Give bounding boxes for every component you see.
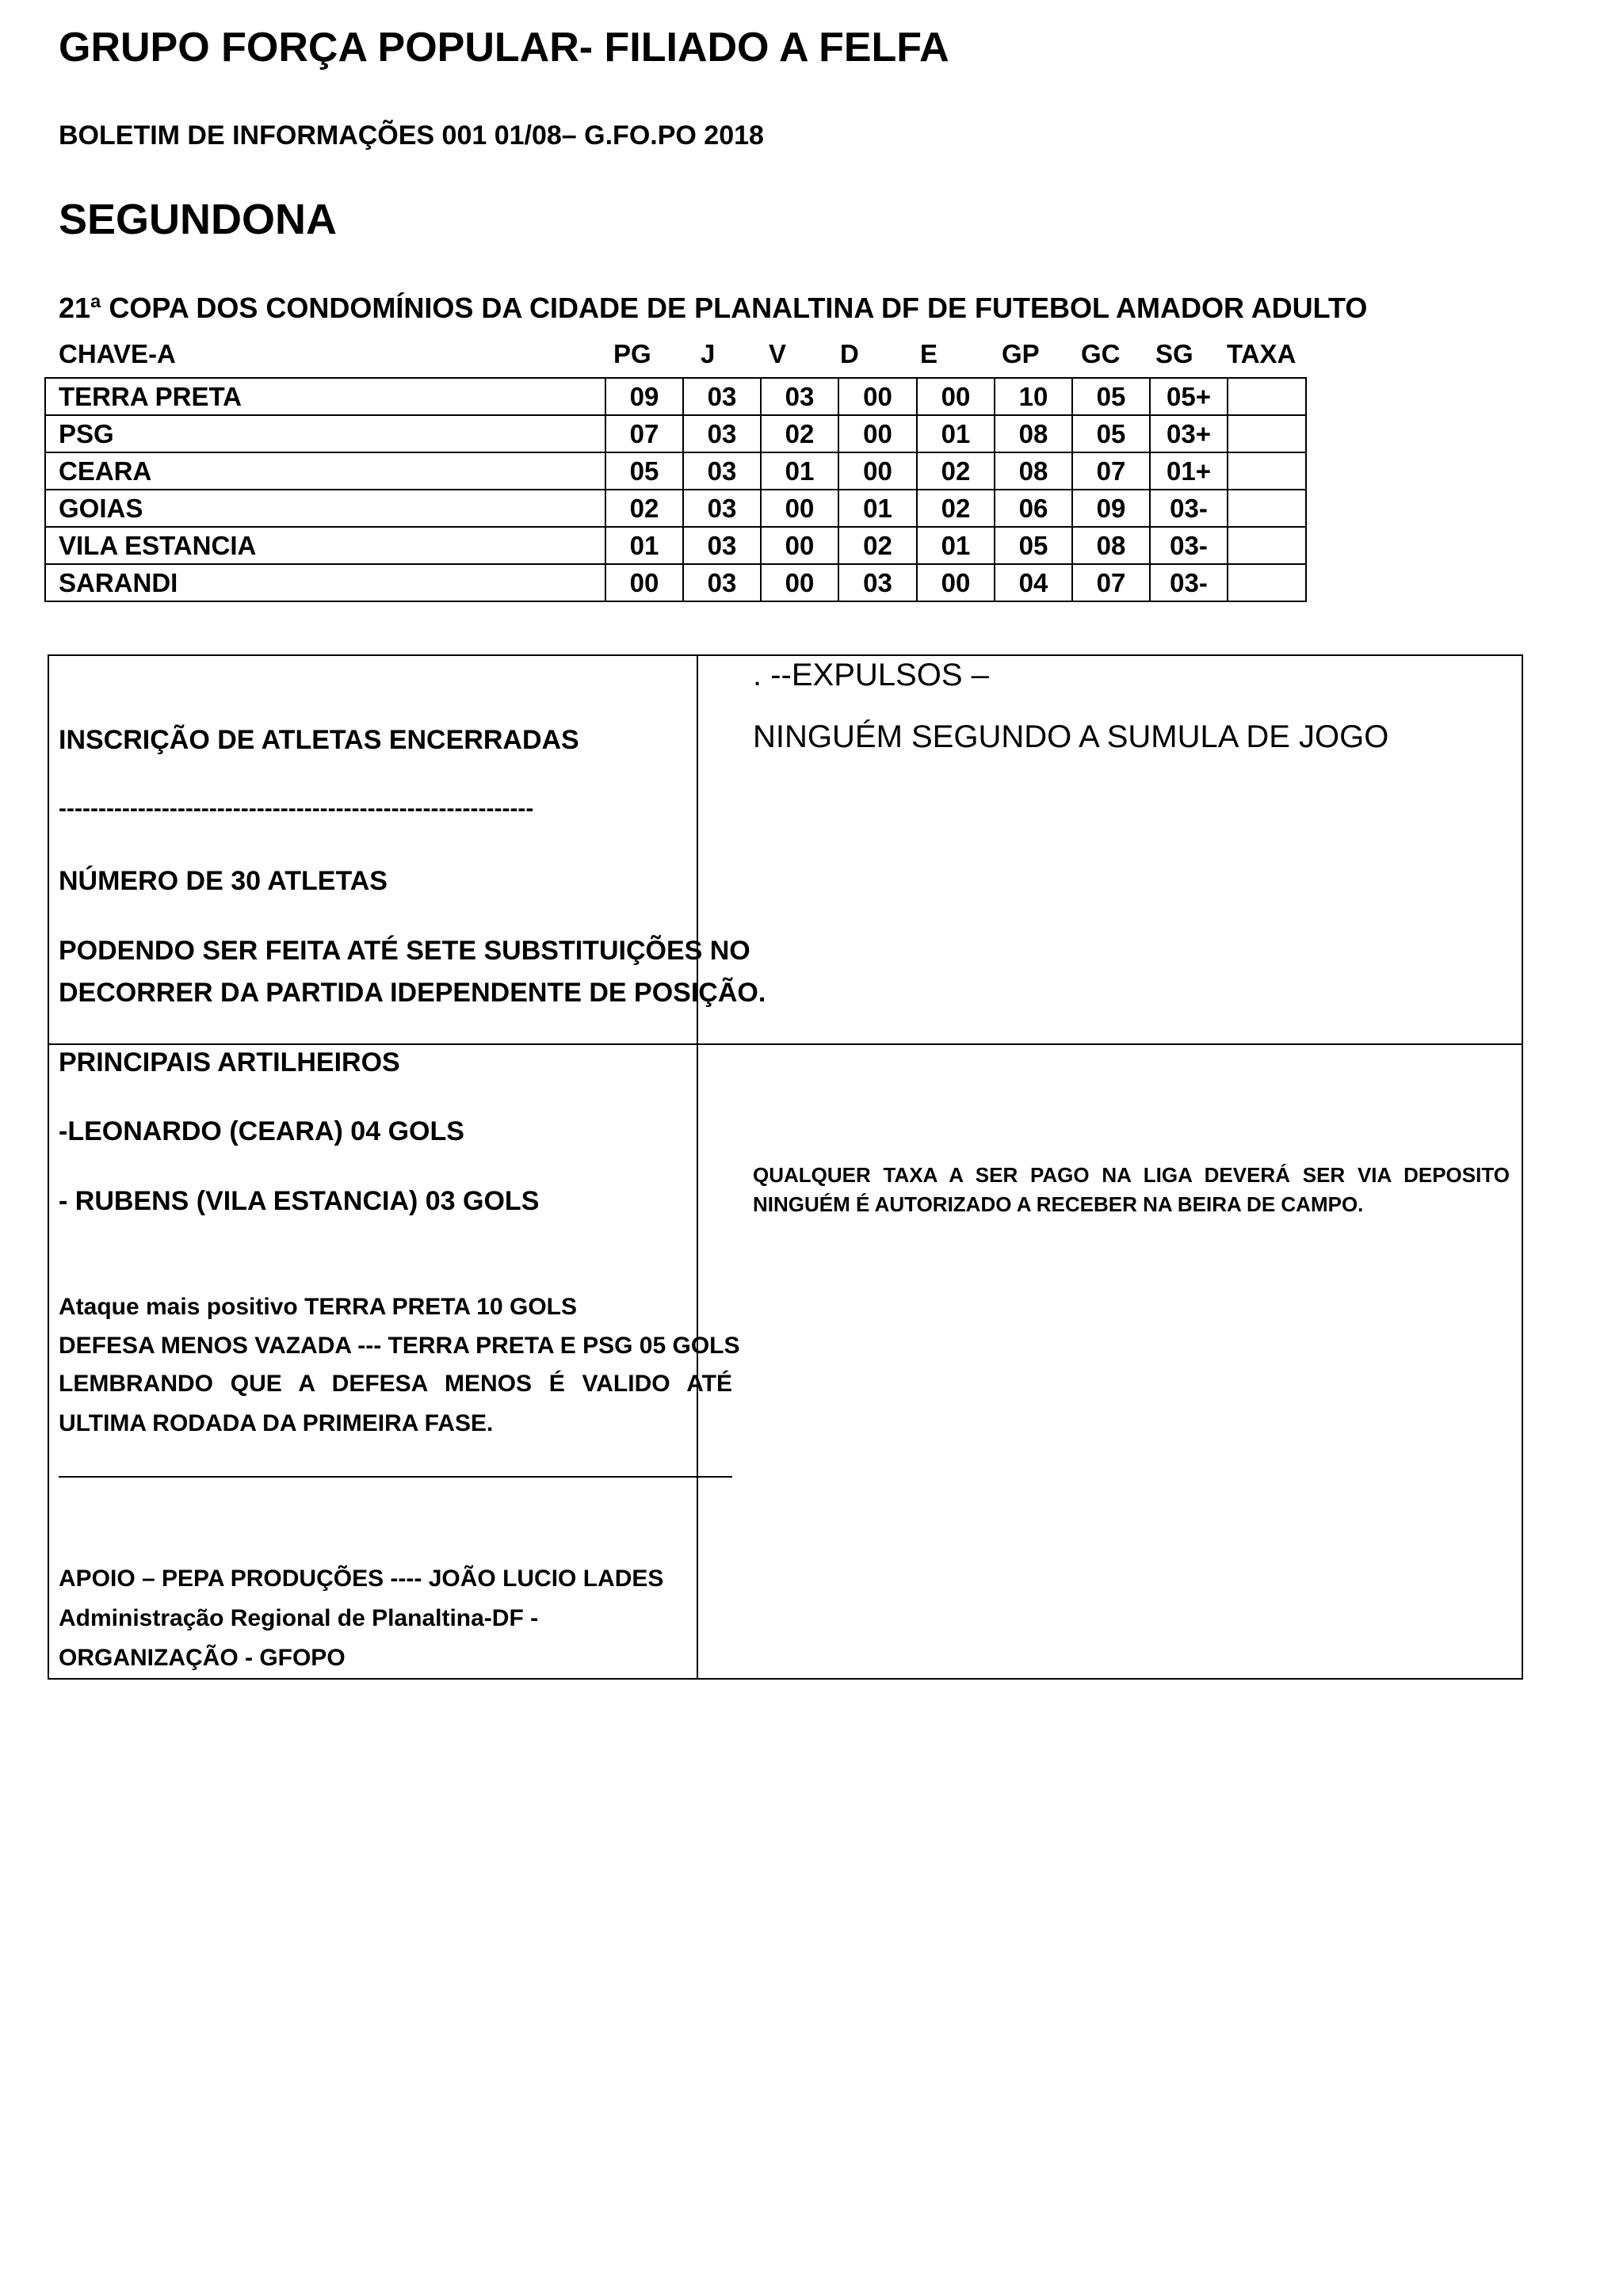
scorer-item-2: - RUBENS (VILA ESTANCIA) 03 GOLS xyxy=(59,1186,540,1216)
document-title: GRUPO FORÇA POPULAR- FILIADO A FELFA xyxy=(59,25,949,71)
stat-cell-j: 03 xyxy=(683,452,761,490)
stat-cell-taxa xyxy=(1228,378,1306,415)
defense-reminder-line1: LEMBRANDO QUE A DEFESA MENOS É VALIDO ATÉ xyxy=(59,1371,732,1397)
support-line3: ORGANIZAÇÃO - GFOPO xyxy=(59,1645,346,1671)
fee-notice-line2: NINGUÉM É AUTORIZADO A RECEBER NA BEIRA DE CAMPO. xyxy=(753,1192,1364,1216)
standings-header-row xyxy=(59,339,1311,371)
stat-cell-d: 03 xyxy=(838,564,917,601)
bulletin-line: BOLETIM DE INFORMAÇÕES 001 01/08– G.FO.PO 2018 xyxy=(59,120,764,151)
stat-cell-e: 01 xyxy=(917,527,995,564)
stat-cell-v: 00 xyxy=(761,564,838,601)
stat-cell-e: 02 xyxy=(917,452,995,490)
stat-cell-gp: 08 xyxy=(995,452,1072,490)
stat-cell-v: 00 xyxy=(761,527,838,564)
stat-cell-pg: 09 xyxy=(605,378,683,415)
section-separator-line xyxy=(59,1476,732,1478)
stat-cell-pg: 02 xyxy=(605,490,683,527)
stat-cell-gc: 05 xyxy=(1072,378,1150,415)
team-name-cell: SARANDI xyxy=(45,564,605,601)
stat-cell-gc: 08 xyxy=(1072,527,1150,564)
expelled-heading: . --EXPULSOS – xyxy=(753,658,989,692)
stat-cell-j: 03 xyxy=(683,415,761,452)
col-header-gc: GC xyxy=(1081,339,1121,368)
stat-cell-gp: 05 xyxy=(995,527,1072,564)
stat-cell-sg: 03+ xyxy=(1150,415,1228,452)
table-row xyxy=(45,415,1306,452)
col-header-pg: PG xyxy=(613,339,651,368)
team-name-cell: PSG xyxy=(45,415,605,452)
stat-cell-gp: 04 xyxy=(995,564,1072,601)
stat-cell-pg: 07 xyxy=(605,415,683,452)
cup-title: 21ª COPA DOS CONDOMÍNIOS DA CIDADE DE PLANALTINA DF DE FUTEBOL AMADOR ADULTO xyxy=(59,292,1368,324)
stat-cell-pg: 00 xyxy=(605,564,683,601)
registration-subs-line1: PODENDO SER FEITA ATÉ SETE SUBSTITUIÇÕES NO xyxy=(59,936,750,966)
stat-cell-taxa xyxy=(1228,452,1306,490)
stat-cell-d: 00 xyxy=(838,415,917,452)
col-header-d: D xyxy=(840,339,859,368)
table-row xyxy=(45,452,1306,490)
expelled-text: NINGUÉM SEGUNDO A SUMULA DE JOGO xyxy=(753,719,1389,754)
registration-athletes: NÚMERO DE 30 ATLETAS xyxy=(59,866,388,896)
stat-cell-e: 01 xyxy=(917,415,995,452)
col-header-gp: GP xyxy=(1002,339,1040,368)
stat-cell-sg: 03- xyxy=(1150,564,1228,601)
team-name-cell: VILA ESTANCIA xyxy=(45,527,605,564)
col-header-sg: SG xyxy=(1155,339,1193,368)
stat-cell-j: 03 xyxy=(683,527,761,564)
stat-cell-pg: 01 xyxy=(605,527,683,564)
stat-cell-j: 03 xyxy=(683,378,761,415)
registration-dash-line: ------------------------------------------------------------ xyxy=(59,795,534,822)
stat-cell-gp: 06 xyxy=(995,490,1072,527)
stat-cell-d: 02 xyxy=(838,527,917,564)
stat-cell-taxa xyxy=(1228,564,1306,601)
stat-cell-v: 01 xyxy=(761,452,838,490)
series-title: SEGUNDONA xyxy=(59,196,338,243)
col-header-e: E xyxy=(920,339,938,368)
stat-cell-e: 00 xyxy=(917,378,995,415)
stat-cell-v: 02 xyxy=(761,415,838,452)
stat-cell-v: 03 xyxy=(761,378,838,415)
group-label: CHAVE-A xyxy=(59,339,176,368)
support-line2: Administração Regional de Planaltina-DF - xyxy=(59,1605,539,1631)
stat-cell-gp: 08 xyxy=(995,415,1072,452)
stat-cell-gc: 07 xyxy=(1072,564,1150,601)
best-attack: Ataque mais positivo TERRA PRETA 10 GOLS xyxy=(59,1294,577,1320)
team-name-cell: TERRA PRETA xyxy=(45,378,605,415)
standings-table xyxy=(44,377,1307,602)
stat-cell-e: 02 xyxy=(917,490,995,527)
stat-cell-gc: 05 xyxy=(1072,415,1150,452)
stat-cell-d: 00 xyxy=(838,452,917,490)
best-defense: DEFESA MENOS VAZADA --- TERRA PRETA E PSG 05 GOLS xyxy=(59,1333,740,1359)
scorers-heading: PRINCIPAIS ARTILHEIROS xyxy=(59,1047,400,1077)
team-name-cell: CEARA xyxy=(45,452,605,490)
stat-cell-gc: 09 xyxy=(1072,490,1150,527)
col-header-j: J xyxy=(701,339,716,368)
stat-cell-sg: 01+ xyxy=(1150,452,1228,490)
table-row xyxy=(45,564,1306,601)
defense-reminder-line2: ULTIMA RODADA DA PRIMEIRA FASE. xyxy=(59,1410,494,1436)
fee-notice-line1: QUALQUER TAXA A SER PAGO NA LIGA DEVERÁ SER VIA DEPOSITO xyxy=(753,1163,1510,1187)
table-row xyxy=(45,378,1306,415)
stat-cell-gc: 07 xyxy=(1072,452,1150,490)
info-box-horizontal-divider xyxy=(48,1043,1523,1045)
stat-cell-j: 03 xyxy=(683,490,761,527)
stat-cell-d: 01 xyxy=(838,490,917,527)
stat-cell-j: 03 xyxy=(683,564,761,601)
scorer-item-1: -LEONARDO (CEARA) 04 GOLS xyxy=(59,1116,464,1146)
stat-cell-taxa xyxy=(1228,415,1306,452)
col-header-taxa: TAXA xyxy=(1227,339,1296,368)
stat-cell-gp: 10 xyxy=(995,378,1072,415)
stat-cell-sg: 05+ xyxy=(1150,378,1228,415)
stat-cell-taxa xyxy=(1228,527,1306,564)
stat-cell-e: 00 xyxy=(917,564,995,601)
table-row xyxy=(45,490,1306,527)
support-line1: APOIO – PEPA PRODUÇÕES ---- JOÃO LUCIO LADES xyxy=(59,1566,664,1592)
stat-cell-sg: 03- xyxy=(1150,490,1228,527)
table-row xyxy=(45,527,1306,564)
info-box-vertical-divider xyxy=(697,654,698,1680)
col-header-v: V xyxy=(769,339,787,368)
team-name-cell: GOIAS xyxy=(45,490,605,527)
registration-closed: INSCRIÇÃO DE ATLETAS ENCERRADAS xyxy=(59,725,579,755)
stat-cell-pg: 05 xyxy=(605,452,683,490)
stat-cell-v: 00 xyxy=(761,490,838,527)
stat-cell-d: 00 xyxy=(838,378,917,415)
stat-cell-sg: 03- xyxy=(1150,527,1228,564)
stat-cell-taxa xyxy=(1228,490,1306,527)
registration-subs-line2: DECORRER DA PARTIDA IDEPENDENTE DE POSIÇÃO. xyxy=(59,978,766,1008)
